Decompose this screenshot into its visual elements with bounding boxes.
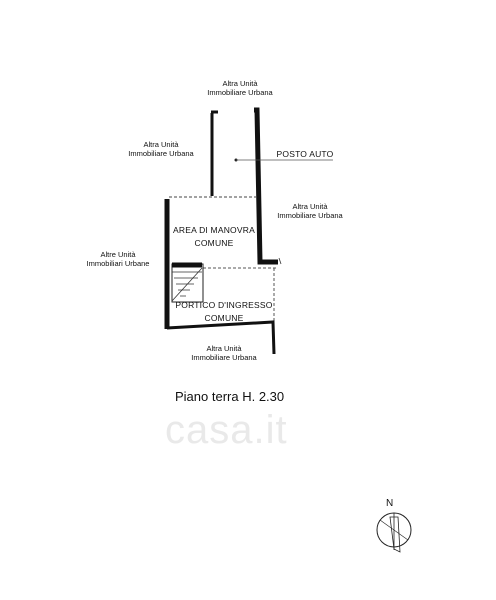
label-upper-left-unit: Altra Unità Immobiliare Urbana xyxy=(128,140,194,158)
floor-title: Piano terra H. 2.30 xyxy=(175,389,285,404)
room-portico: PORTICO D'INGRESSO COMUNE xyxy=(175,300,273,323)
label-bottom-unit: Altra Unità Immobiliare Urbana xyxy=(191,344,257,362)
north-compass-icon xyxy=(377,513,411,552)
watermark-logo: casa.it xyxy=(165,408,288,452)
east-wall xyxy=(254,110,278,262)
label-right-unit: Altra Unità Immobiliare Urbana xyxy=(277,202,343,220)
label-top-unit: Altra Unità Immobiliare Urbana xyxy=(207,79,273,97)
room-area-manovra: AREA DI MANOVRA COMUNE xyxy=(173,225,255,248)
compass-label: N xyxy=(386,498,394,509)
label-left-units: Altre Unità Immobiliari Urbane xyxy=(86,250,150,268)
corner-mark xyxy=(279,258,281,264)
room-posto-auto: POSTO AUTO xyxy=(276,149,334,159)
